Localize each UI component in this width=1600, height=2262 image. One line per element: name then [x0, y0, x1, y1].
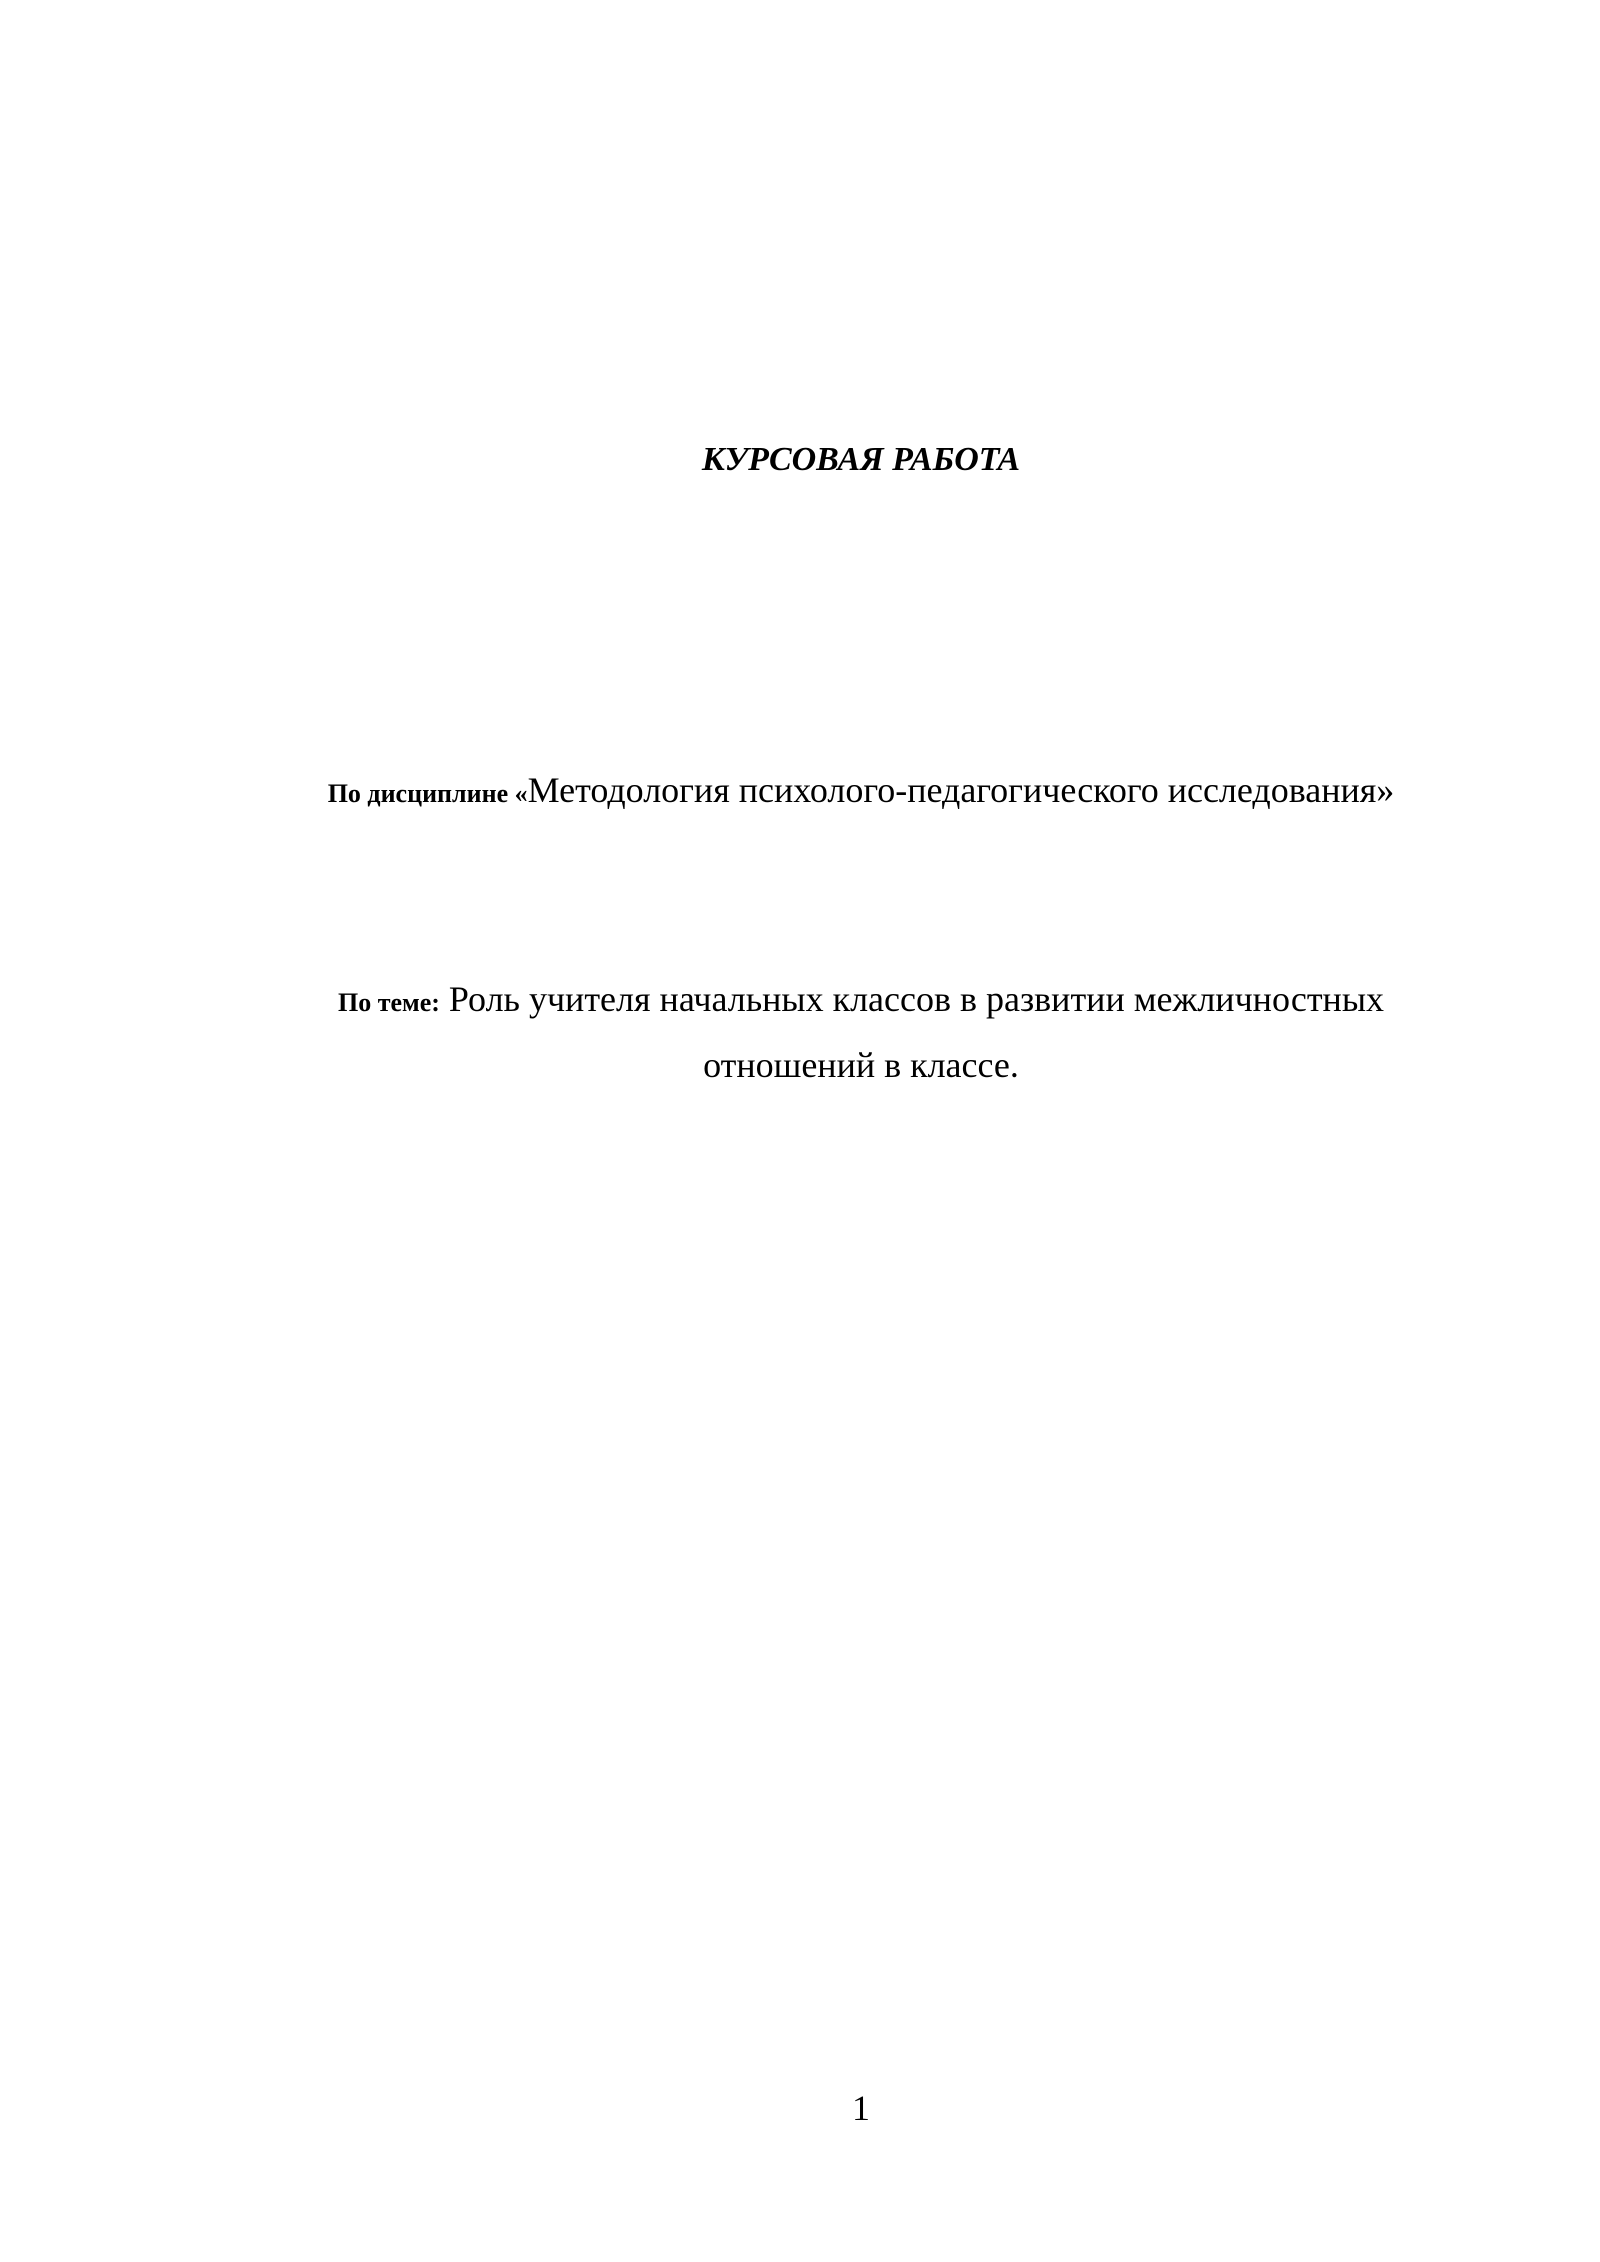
topic-label: По теме:: [337, 988, 440, 1017]
document-title: КУРСОВАЯ РАБОТА: [701, 441, 1021, 478]
discipline-value: Методология психолого-педагогического исследования»: [527, 770, 1395, 810]
topic-block: [0, 968, 1600, 1096]
discipline-label: По дисциплине «: [327, 779, 528, 808]
topic-value-line-2: отношений в классе.: [703, 1045, 1019, 1085]
page-number: 1: [852, 2088, 870, 2128]
topic-line-1: [0, 968, 1600, 1034]
discipline-line: [0, 766, 1600, 818]
topic-value-line-1: Роль учителя начальных классов в развитии межличностных: [439, 979, 1385, 1019]
